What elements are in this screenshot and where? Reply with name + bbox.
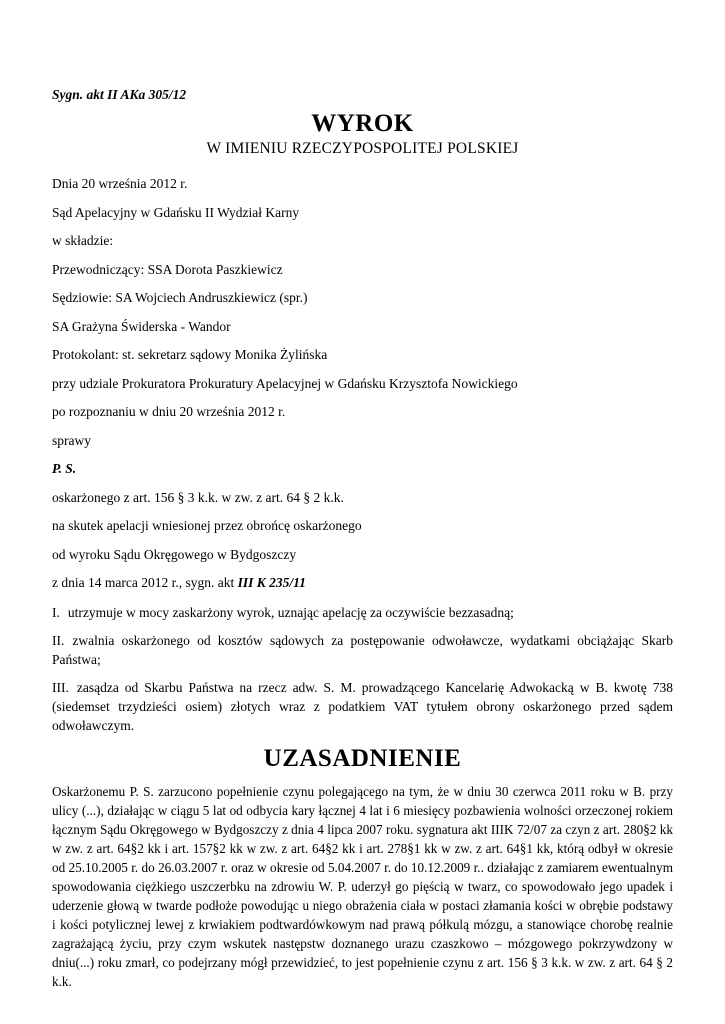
charge-line: oskarżonego z art. 156 § 3 k.k. w zw. z art. 64 § 2 k.k.	[52, 489, 344, 505]
case-signature: Sygn. akt II AKa 305/12	[52, 87, 187, 102]
reference-prefix: z dnia 14 marca 2012 r., sygn. akt	[52, 575, 238, 590]
section-title-uzasadnienie: UZASADNIENIE	[263, 744, 462, 772]
clerk-line: Protokolant: st. sekretarz sądowy Monika Żylińska	[52, 347, 328, 362]
case-label: sprawy	[52, 432, 91, 448]
composition-label: w składzie:	[52, 233, 114, 248]
ruling-item-3	[52, 678, 673, 735]
justification-paragraph: Oskarżonemu P. S. zarzucono popełnienie czynu polegającego na tym, że w dniu 30 czerwca 2011 roku w B. przy ulicy (...), działając w ciągu 5 lat od odbycia kary łącznej 4 lat i 6 miesięcy pozbawienia wolności orzeczonej rokiem łącznym Sądu Okręgowego w Bydgoszczy z dnia 4 lipca 2007 roku. sygnatura akt IIIK 72/07 za czyn z art. 280§2 kk w zw. z art. 64§2 kk i art. 157§2 kk w zw. z art. 64§2 kk i art. 278§1 kk w zw. z art. 64§1 kk, którą odbył w okresie od 25.10.2005 r. do 26.03.2007 r. oraz w okresie od 5.04.2007 r. do 10.12.2009 r.. działając z zamiarem ewentualnym spowodowania ciężkiego uszczerbku na zdrowiu W. P. uderzył go pięścią w twarz, co spowodowało jego upadek i uderzenie głową w twarde podłoże powodując u niego obrażenia ciała w postaci złamania kości w obrębie podstawy i kości potylicznej lewej z krwiakiem podtwardówkowym nad prawą półkulą mózgu, a stanowiące chorobę realnie zagrażającą życiu, przy czym wskutek następstw doznanego urazu czaszkowo – mózgowego pokrzywdzony w dniu(...) roku zmarł, co podejrzany mógł przewidzieć, to jest popełnienie czynu z art. 156 § 3 k.k. w zw. z art. 64 § 2 k.k.	[52, 783, 673, 989]
presiding-judge-line: Przewodniczący: SSA Dorota Paszkiewicz	[52, 261, 283, 277]
ruling-item-2	[52, 631, 673, 669]
ruling-item-1	[52, 603, 673, 622]
ruling-number-3: III.	[52, 679, 69, 695]
ruling-text-1: utrzymuje w mocy zaskarżony wyrok, uznając apelację za oczywiście bezzasadną;	[67, 604, 514, 620]
judgment-subtitle: W IMIENIU RZECZYPOSPOLITEJ POLSKIEJ	[206, 140, 519, 157]
judgment-title: WYROK	[311, 110, 414, 137]
defendant-initials: P. S.	[52, 461, 77, 476]
ruling-text-3: zasądza od Skarbu Państwa na rzecz adw. S. M. prowadzącego Kancelarię Adwokacką w B. kwotę 738 (siedemset trzydzieści osiem) złotych wraz z podatkiem VAT tytułem obrony oskarżonego przed sądem odwoławczym.	[52, 679, 673, 733]
appealed-from-line: od wyroku Sądu Okręgowego w Bydgoszczy	[52, 546, 297, 562]
ruling-number-2: II.	[52, 632, 65, 648]
judge-line-2: SA Grażyna Świderska - Wandor	[52, 318, 231, 334]
judge-line-1: Sędziowie: SA Wojciech Andruszkiewicz (spr.)	[52, 290, 308, 305]
court-name-line: Sąd Apelacyjny w Gdańsku II Wydział Karny	[52, 204, 300, 220]
judgment-date-line: Dnia 20 września 2012 r.	[52, 176, 188, 191]
hearing-date-line: po rozpoznaniu w dniu 20 września 2012 r.	[52, 404, 286, 419]
prosecutor-line: przy udziale Prokuratora Prokuratury Apelacyjnej w Gdańsku Krzysztofa Nowickiego	[52, 375, 518, 391]
reference-case-number: III K 235/11	[237, 575, 306, 590]
ruling-number-1: I.	[52, 604, 60, 620]
ruling-text-2: zwalnia oskarżonego od kosztów sądowych za postępowanie odwoławcze, wydatkami obciążając Skarb Państwa;	[52, 632, 673, 667]
appealed-judgment-reference	[52, 574, 673, 592]
appeal-line: na skutek apelacji wniesionej przez obrońcę oskarżonego	[52, 518, 362, 533]
